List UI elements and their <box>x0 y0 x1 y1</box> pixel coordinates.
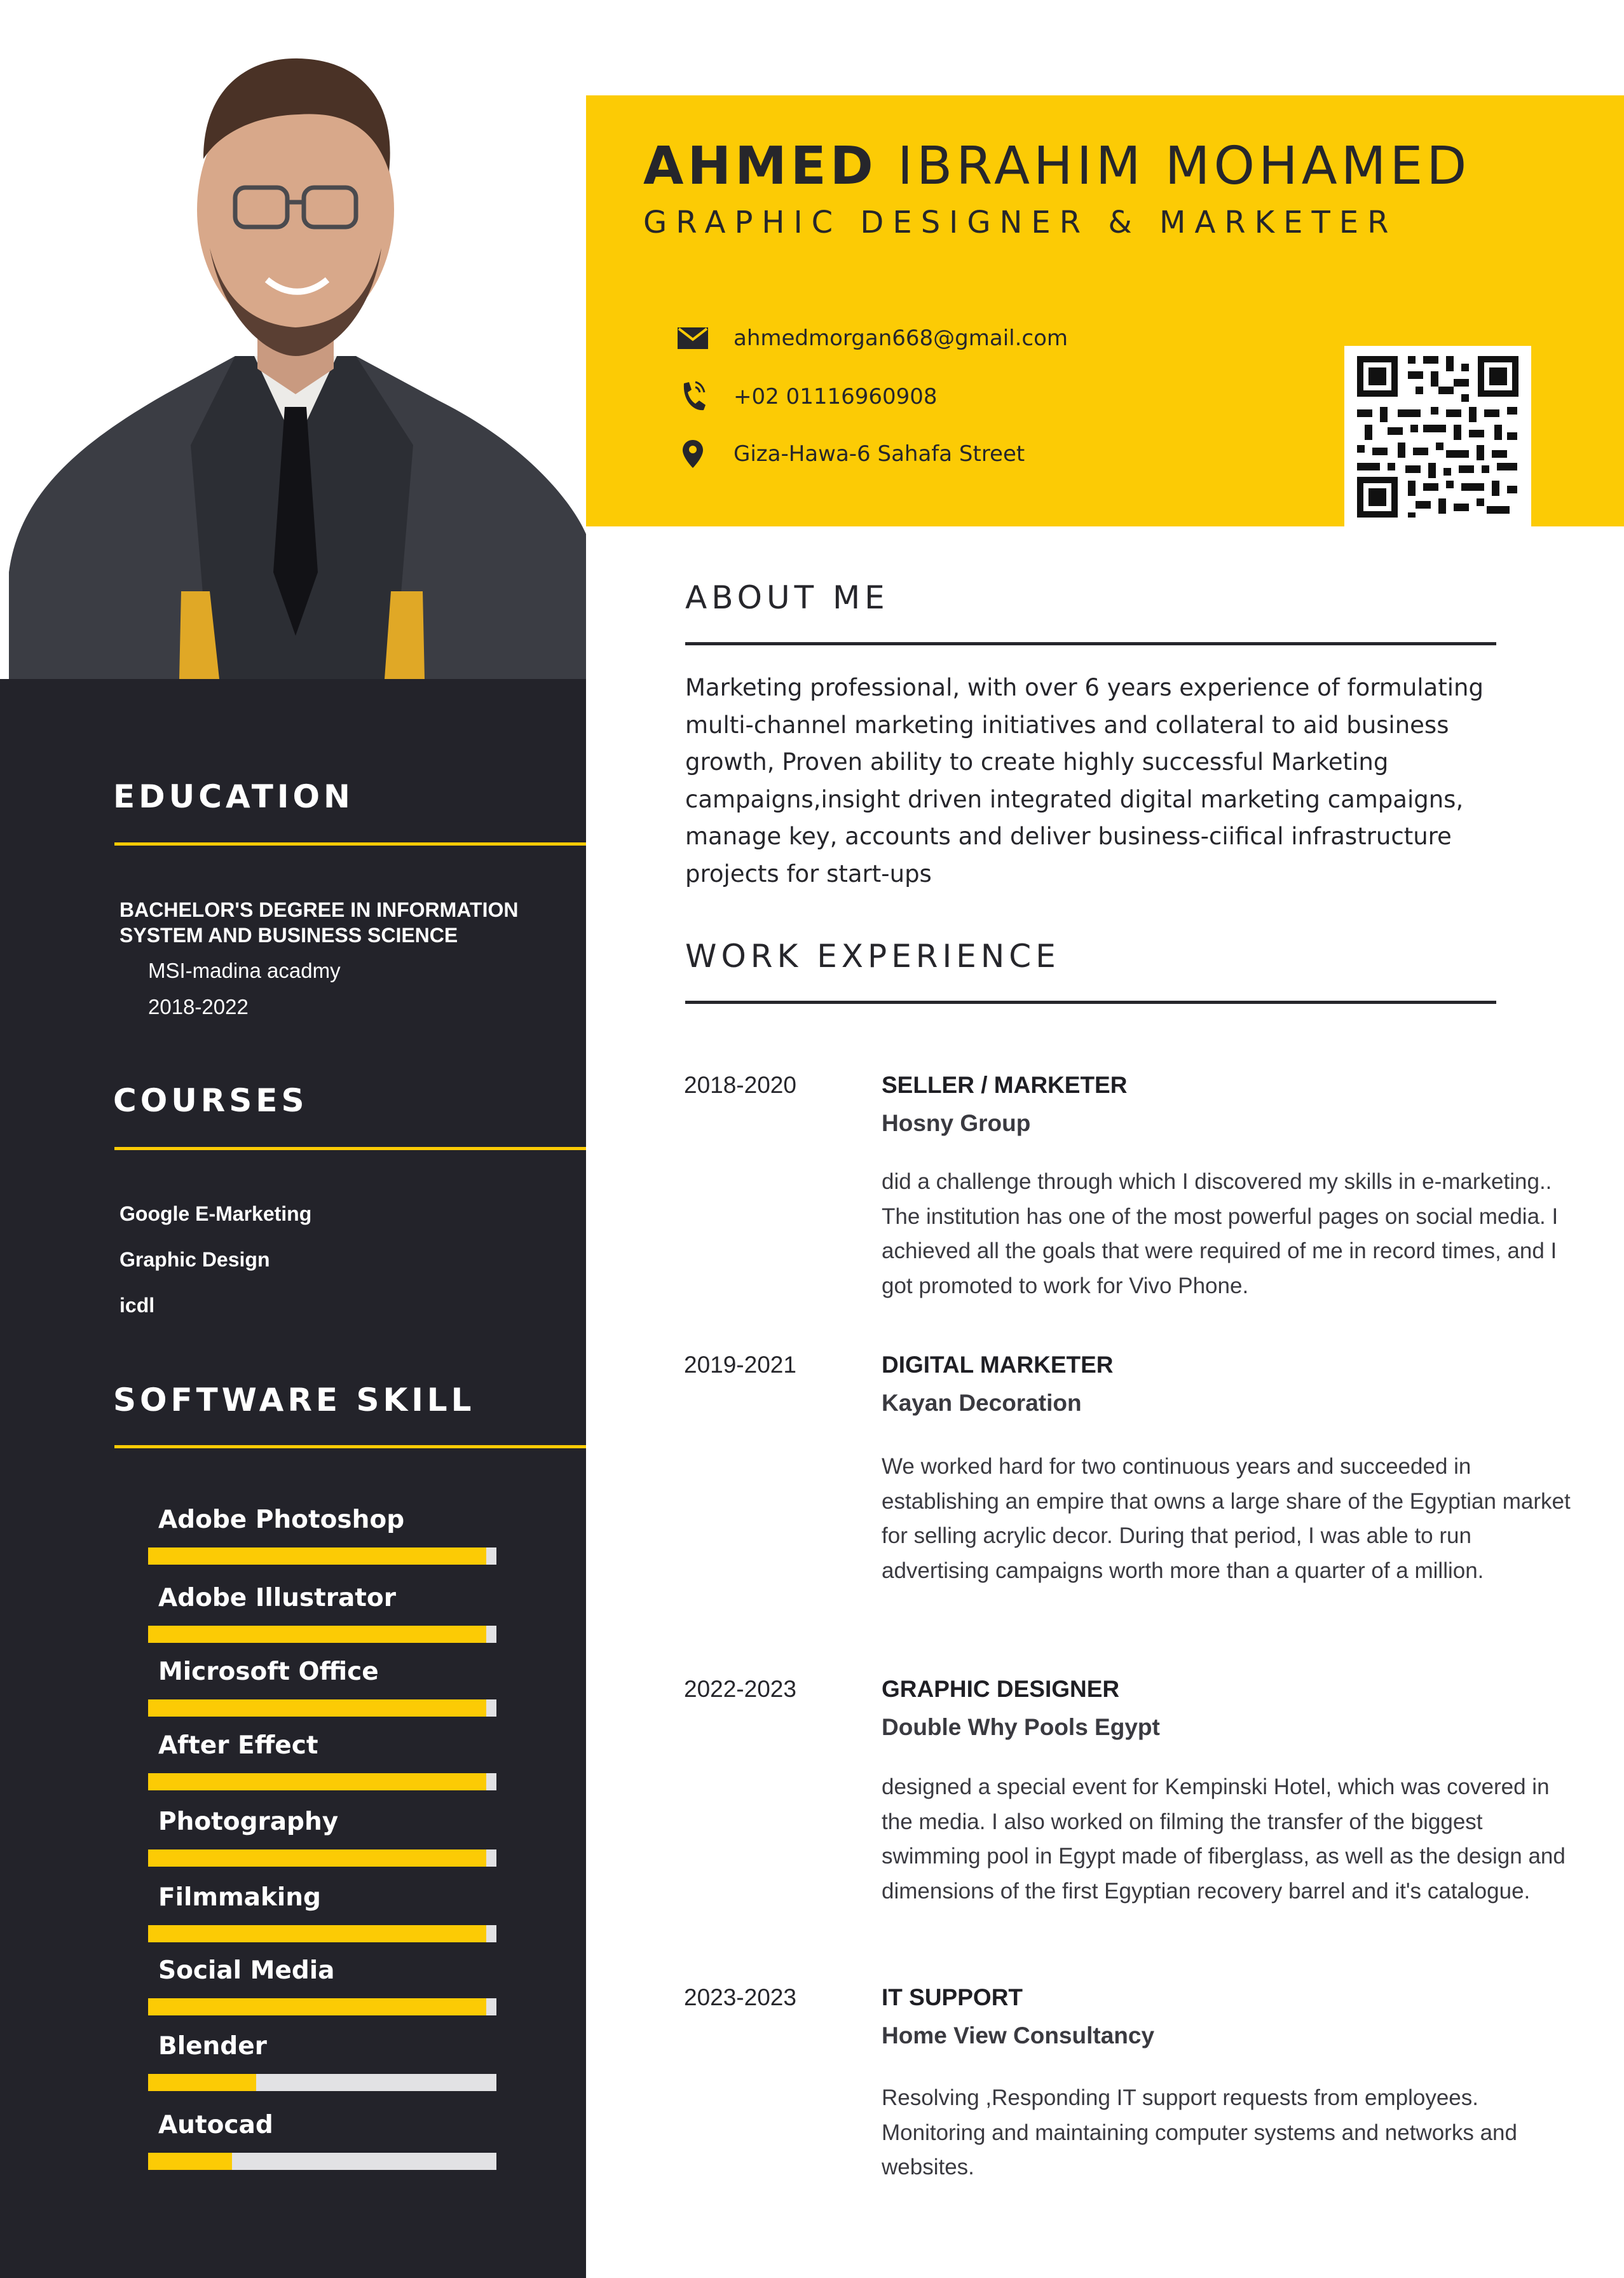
job-company: Double Why Pools Egypt <box>882 1714 1160 1740</box>
about-divider <box>685 642 1496 645</box>
experience-heading: WORK EXPERIENCE <box>685 938 1060 975</box>
job-years: 2018-2020 <box>684 1072 796 1098</box>
education-years: 2018-2022 <box>148 995 249 1019</box>
about-text: Marketing professional, with over 6 years experience of formulating multi-channel marketing initiatives and collateral to aid business growth, Proven ability to create highly successful Marketing campaigns,insight driven integrated digital marketing campaigns, manage key, accounts and deliver business-ciifical infrastructure projects for start-ups <box>685 674 1484 888</box>
skill-bar-track <box>148 1773 496 1790</box>
job-years: 2019-2021 <box>684 1352 796 1378</box>
course-item: Graphic Design <box>119 1248 270 1271</box>
envelope-icon <box>675 320 711 356</box>
job-years: 2022-2023 <box>684 1676 796 1702</box>
education-degree: BACHELOR'S DEGREE IN INFORMATION SYSTEM AND BUSINESS SCIENCE <box>119 898 519 947</box>
job-title: GRAPHIC DESIGNER & MARKETER <box>643 205 1398 240</box>
skill-label: Social Media <box>158 1956 335 1985</box>
job-company: Kayan Decoration <box>882 1390 1082 1416</box>
phone-icon <box>675 379 711 415</box>
skill-label: Photography <box>158 1808 339 1836</box>
email-text: ahmedmorgan668@gmail.com <box>734 326 1068 351</box>
education-divider <box>114 842 586 846</box>
skill-label: Adobe Illustrator <box>158 1584 396 1612</box>
skill-bar-track <box>148 1626 496 1643</box>
skill-bar-fill <box>148 1626 486 1643</box>
job-description: did a challenge through which I discovered my skills in e-marketing.. The institution has one of the most powerful pages on social media. I achieved all the goals that were required of me in record times, and I got promoted to work for Vivo Phone. <box>882 1169 1559 1298</box>
qr-code-icon <box>1344 346 1531 529</box>
skill-label: Blender <box>158 2032 267 2061</box>
skill-bar-track <box>148 1699 496 1717</box>
skill-label: Microsoft Office <box>158 1657 379 1686</box>
contact-phone[interactable] <box>675 379 938 415</box>
skill-bar-fill <box>148 2074 256 2091</box>
skill-bar-fill <box>148 1547 486 1565</box>
software-divider <box>114 1445 586 1448</box>
skill-bar-track <box>148 1998 496 2015</box>
course-item: icdl <box>119 1294 155 1317</box>
phone-text: +02 01116960908 <box>734 384 938 409</box>
address-text: Giza-Hawa-6 Sahafa Street <box>734 441 1025 467</box>
courses-heading: COURSES <box>113 1082 308 1119</box>
job-description: We worked hard for two continuous years and succeeded in establishing an empire that owns a large share of the Egyptian market for selling acrylic decor. During that period, I was able to run advertising campaigns worth more than a quarter of a million. <box>882 1454 1571 1583</box>
skill-label: Autocad <box>158 2111 273 2139</box>
software-heading: SOFTWARE SKILL <box>113 1382 475 1418</box>
job-role: GRAPHIC DESIGNER <box>882 1676 1120 1702</box>
job-description: designed a special event for Kempinski Hotel, which was covered in the media. I also worked on filming the transfer of the biggest swimming pool in Egypt made of fiberglass, as well as the design and dimensions of the first Egyptian recovery barrel and it's catalogue. <box>882 1774 1566 1904</box>
skill-bar-track <box>148 1547 496 1565</box>
last-name: IBRAHIM MOHAMED <box>897 136 1471 196</box>
job-company: Hosny Group <box>882 1110 1031 1136</box>
skill-bar-fill <box>148 1998 486 2015</box>
location-pin-icon <box>675 436 711 472</box>
first-name: AHMED <box>643 136 877 196</box>
skill-bar-fill <box>148 1925 486 1942</box>
skill-bar-track <box>148 2074 496 2091</box>
course-item: Google E-Marketing <box>119 1202 312 1225</box>
contact-email[interactable] <box>675 320 1068 356</box>
skill-bar-track <box>148 1925 496 1942</box>
profile-photo <box>0 0 586 679</box>
contact-address[interactable] <box>675 436 1025 472</box>
education-heading: EDUCATION <box>113 778 354 815</box>
job-role: DIGITAL MARKETER <box>882 1352 1114 1378</box>
skill-bar-fill <box>148 1773 486 1790</box>
job-years: 2023-2023 <box>684 1984 796 2010</box>
about-heading: ABOUT ME <box>685 579 889 616</box>
education-school: MSI-madina acadmy <box>148 959 341 982</box>
experience-divider <box>685 1001 1496 1004</box>
full-name <box>643 136 1470 196</box>
skill-bar-track <box>148 2153 496 2170</box>
skill-bar-track <box>148 1849 496 1867</box>
courses-divider <box>114 1147 586 1150</box>
job-description: Resolving ,Responding IT support requests from employees. Monitoring and maintaining computer systems and networks and websites. <box>882 2085 1517 2179</box>
skill-label: After Effect <box>158 1731 318 1760</box>
job-role: IT SUPPORT <box>882 1984 1023 2010</box>
skill-bar-fill <box>148 1699 486 1717</box>
skill-bar-fill <box>148 1849 486 1867</box>
skill-label: Adobe Photoshop <box>158 1506 405 1534</box>
job-role: SELLER / MARKETER <box>882 1072 1128 1098</box>
job-company: Home View Consultancy <box>882 2022 1155 2048</box>
skill-bar-fill <box>148 2153 232 2170</box>
skill-label: Filmmaking <box>158 1883 321 1912</box>
